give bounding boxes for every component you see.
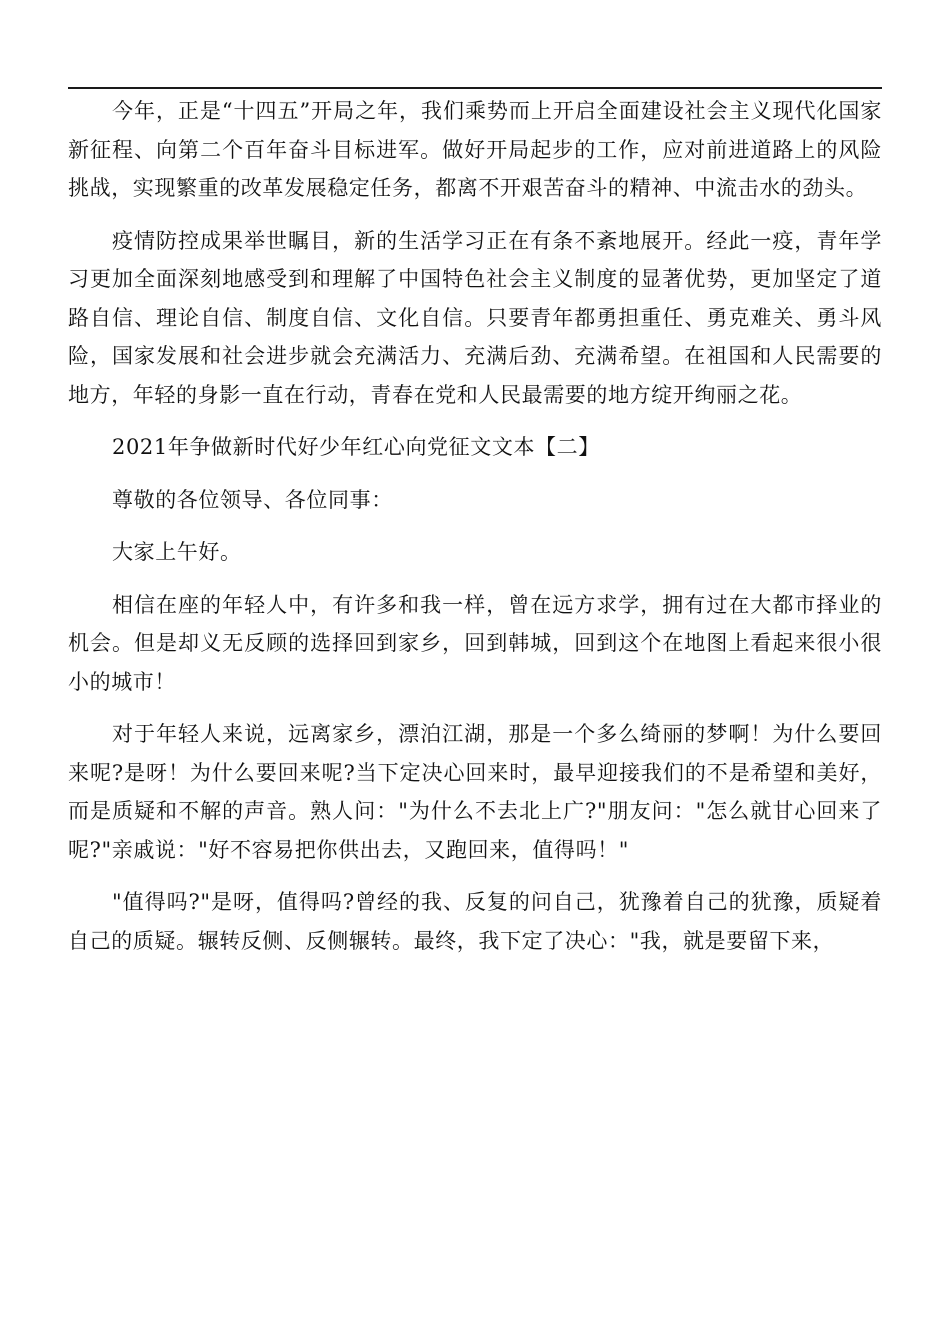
header-rule <box>68 87 882 89</box>
paragraph-5: "值得吗?"是呀，值得吗?曾经的我、反复的问自己，犹豫着自己的犹豫，质疑着自己的质疑。辗转反侧、反侧辗转。最终，我下定了决心："我，就是要留下来， <box>68 890 882 953</box>
paragraph-3: 相信在座的年轻人中，有许多和我一样，曾在远方求学，拥有过在大都市择业的机会。但是却义无反顾的选择回到家乡，回到韩城，回到这个在地图上看起来很小很小的城市！ <box>68 592 882 694</box>
salutation: 尊敬的各位领导、各位同事： <box>112 487 393 512</box>
paragraph-2: 疫情防控成果举世瞩目，新的生活学习正在有条不紊地展开。经此一疫，青年学习更加全面深刻地感受到和理解了中国特色社会主义制度的显著优势，更加坚定了道路自信、理论自信、制度自信、文化自信。只要青年都勇担重任、勇克难关、勇斗风险，国家发展和社会进步就会充满活力、充满后劲、充满希望。在祖国和人民需要的地方，年轻的身影一直在行动，青春在党和人民最需要的地方绽开绚丽之花。 <box>68 228 882 407</box>
paragraph-1: 今年，正是“十四五”开局之年，我们乘势而上开启全面建设社会主义现代化国家新征程、向第二个百年奋斗目标进军。做好开局起步的工作，应对前进道路上的风险挑战，实现繁重的改革发展稳定任务，都离不开艰苦奋斗的精神、中流击水的劲头。 <box>68 99 882 200</box>
section-heading: 2021年争做新时代好少年红心向党征文文本【二】 <box>112 435 600 459</box>
greeting: 大家上午好。 <box>112 540 242 564</box>
document-body <box>68 92 882 960</box>
paragraph-4: 对于年轻人来说，远离家乡，漂泊江湖，那是一个多么绮丽的梦啊！为什么要回来呢?是呀！为什么要回来呢?当下定决心回来时，最早迎接我们的不是希望和美好，而是质疑和不解的声音。熟人问："为什么不去北上广?"朋友问："怎么就甘心回来了呢?"亲戚说："好不容易把你供出去，又跑回来，值得吗！" <box>68 722 882 862</box>
